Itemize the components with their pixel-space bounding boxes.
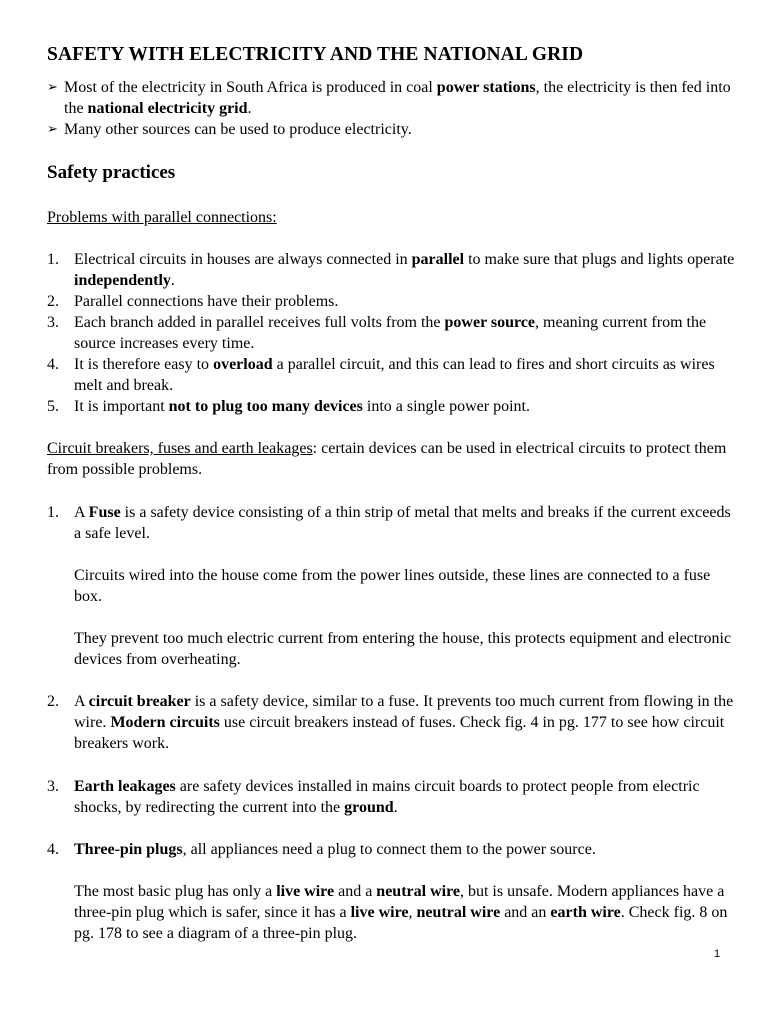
fuse-item: 1. A Fuse is a safety device consisting of a thin strip of metal that melts and breaks if the current exceeds a safe level.: [47, 504, 731, 542]
list-item: 1. Electrical circuits in houses are always connected in parallel to make sure that plugs and lights operate independently.: [47, 251, 735, 289]
list-item: 2. Parallel connections have their problems.: [47, 293, 339, 310]
fuse-paragraph-2: Circuits wired into the house come from the power lines outside, these lines are connected to a fuse box.: [74, 567, 711, 605]
list-item: 3. Each branch added in parallel receives full volts from the power source, meaning current from the source increases every time.: [47, 314, 707, 352]
three-pin-plug-item: 4. Three-pin plugs, all appliances need a plug to connect them to the power source.: [47, 841, 596, 858]
parallel-problems-list: [47, 249, 737, 417]
plug-paragraph-2: The most basic plug has only a live wire and a neutral wire, but is unsafe. Modern appliances have a three-pin plug which is safer, since it has a live wire, neutral wire and an earth wire. Check fig. 8 on pg. 178 to see a diagram of a three-pin plug.: [74, 883, 728, 942]
intro-bullet-list: [47, 77, 737, 140]
page-number: 1: [714, 948, 721, 960]
circuit-breaker-item: 2. A circuit breaker is a safety device, similar to a fuse. It prevents too much current from flowing in the wire. Modern circuits use circuit breakers instead of fuses. Check fig. 4 in pg. 177 to see how circuit breakers work.: [47, 693, 734, 752]
fuse-paragraph-3: They prevent too much electric current from entering the house, this protects equipment and electronic devices from overheating.: [74, 630, 732, 668]
list-item: 4. It is therefore easy to overload a parallel circuit, and this can lead to fires and short circuits as wires melt and break.: [47, 356, 715, 394]
parallel-subheading: Problems with parallel connections:: [47, 209, 277, 226]
section-heading: Safety practices: [47, 162, 176, 183]
intro-bullet-2: [47, 119, 737, 140]
devices-intro: Circuit breakers, fuses and earth leakages: certain devices can be used in electrical circuits to protect them from possible problems.: [47, 440, 727, 478]
arrow-bullet-icon: ➢: [47, 80, 58, 95]
list-item: 5. It is important not to plug too many devices into a single power point.: [47, 398, 530, 415]
earth-leakage-item: 3. Earth leakages are safety devices installed in mains circuit boards to protect people from electric shocks, by redirecting the current into the ground.: [47, 778, 700, 816]
intro-bullet-1-text: Most of the electricity in South Africa is produced in coal power stations, the electricity is then fed into the national electricity grid.: [64, 79, 731, 117]
intro-bullet-1: [47, 77, 737, 119]
page-title: SAFETY WITH ELECTRICITY AND THE NATIONAL GRID: [47, 44, 584, 65]
arrow-bullet-icon: ➢: [47, 122, 58, 137]
intro-bullet-2-text: Many other sources can be used to produce electricity.: [64, 121, 412, 138]
devices-subheading: Circuit breakers, fuses and earth leakages: [47, 440, 313, 457]
